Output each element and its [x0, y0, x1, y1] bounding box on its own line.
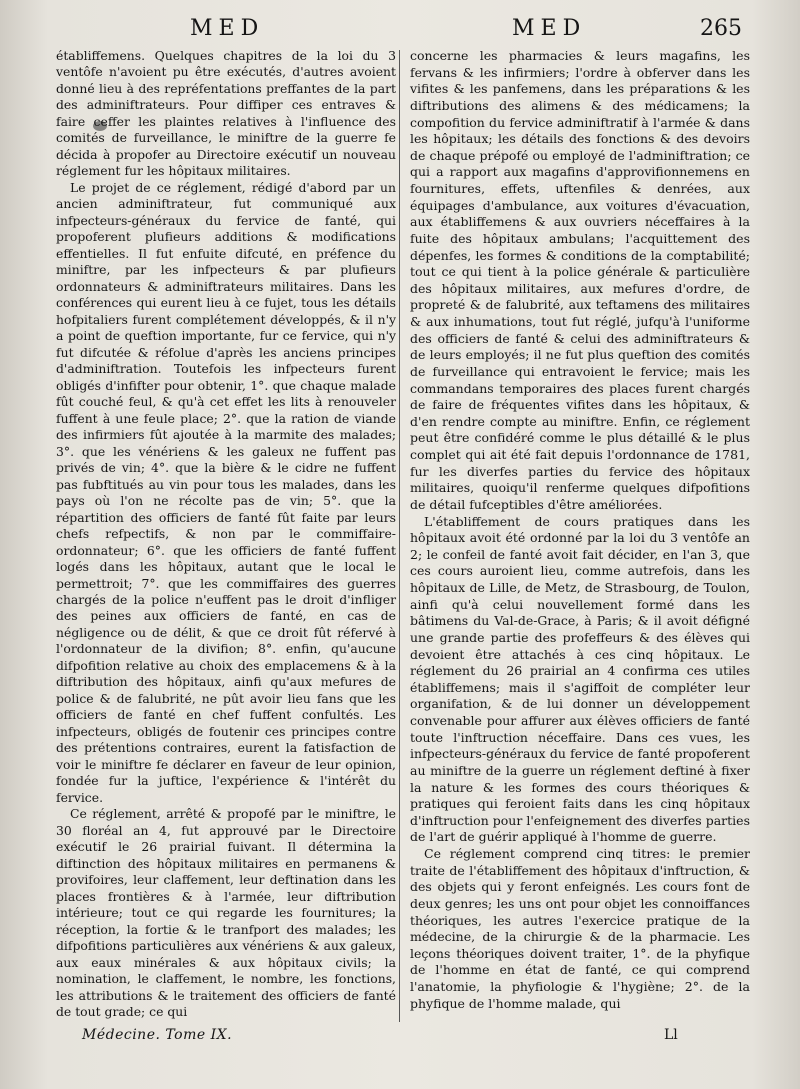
page-footer [0, 1027, 800, 1051]
paragraph: Ce réglement comprend cinq titres: le premier traite de l'établiffement des hôpitaux d'inftruction, & des objets qui y feront enfeignés. Les cours font de deux genres; les uns ont pour objet les connoiffances théoriques, les autres l'exercice pratique de la médecine, de la chirurgie & de la pharmacie. Les leçons théoriques doivent traiter, 1°. de la phyfique de l'homme en état de fanté, ce qui comprend l'anatomie, la phyfiologie & l'hygiène; 2°. de la phyfique de l'homme malade, qui [410, 846, 750, 1011]
header-left-title: MED [190, 16, 265, 41]
paragraph: Ce réglement, arrêté & propofé par le miniftre, le 30 floréal an 4, fut approuvé par le Directoire exécutif le 26 prairial fuivant. Il détermina la diftinction des hôpitaux militaires en permanens & provifoires, leur claffement, leur deftination dans les places frontières & à l'armée, leur diftribution intérieure; tout ce qui regarde les fournitures; la réception, la fortie & le tranfport des malades; les difpofitions particulières aux vénériens & aux galeux, aux eaux minérales & aux hôpitaux civils; la nomination, le claffement, le nombre, les fonctions, les attributions & le traitement des officiers de fanté de tout grade; ce qui [56, 806, 396, 1020]
paragraph: concerne les pharmacies & leurs magafins, les fervans & les infirmiers; l'ordre à obferver dans les vifites & les panfemens, dans les préparations & les diftributions des alimens & des médicamens; la compofition du fervice adminiftratif à l'armée & dans les hôpitaux; les détails des fonctions & des devoirs de chaque prépofé ou employé de l'adminiftration; ce qui a rapport aux magafins d'approvifionnemens en fournitures, effets, uftenfiles & denrées, aux équipages d'ambulance, aux voitures d'évacuation, aux établiffemens & aux ouvriers néceffaires à la fuite des hôpitaux ambulans; l'acquittement des dépenfes, les formes & conditions de la comptabilité; tout ce qui tient à la police générale & particulière des hôpitaux militaires, aux mefures d'ordre, de propreté & de falubrité, aux teftamens des militaires & aux inhumations, tout fut réglé, jufqu'à l'uniforme des officiers de fanté & celui des adminiftrateurs & de leurs employés; il ne fut plus queftion des comités de furveillance qui entravoient le fervice; mais les commandans temporaires des places furent chargés de faire de fréquentes vifites dans les hôpitaux, & d'en rendre compte au miniftre. Enfin, ce réglement peut être confidéré comme le plus détaillé & le plus complet qui ait été fait depuis l'ordonnance de 1781, fur les diverfes parties du fervice des hôpitaux militaires, quoiqu'il renferme quelques difpofitions de détail fufceptibles d'être améliorées. [410, 48, 750, 512]
paragraph: Le projet de ce réglement, rédigé d'abord par un ancien adminiftrateur, fut communiqué aux infpecteurs-généraux du fervice de fanté, qui propoferent plufieurs additions & modifications effentielles. Il fut enfuite difcuté, en préfence du miniftre, par les infpecteurs & par plufieurs ordonnateurs & adminiftrateurs militaires. Dans les conférences qui eurent lieu à ce fujet, tous les détails hofpitaliers furent complétement développés, & il n'y a point de queftion importante, fur ce fervice, qui n'y fut difcutée & réfolue d'après les anciens principes d'adminiftration. Toutefois les infpecteurs furent obligés d'infifter pour obtenir, 1°. que chaque malade fût couché feul, & qu'à cet effet les lits à renouveler fuffent à une feule place; 2°. que la ration de viande des infirmiers fût ajoutée à la marmite des malades; 3°. que les vénériens & les galeux ne fuffent pas privés de vin; 4°. que la bière & le cidre ne fuffent pas fubftitués au vin pour tous les malades, dans les pays où l'on ne récolte pas de vin; 5°. que la répartition des officiers de fanté fût faite par leurs chefs refpectifs, & non par le commiffaire-ordonnateur; 6°. que les officiers de fanté fuffent logés dans les hôpitaux, autant que le local le permettroit; 7°. que les commiffaires des guerres chargés de la police n'euffent pas le droit d'infliger des peines aux officiers de fanté, en cas de négligence ou de délit, & que ce droit fût réfervé à l'ordonnateur de la divifion; 8°. enfin, qu'aucune difpofition relative au choix des emplacemens & à la diftribution des hôpitaux, ainfi qu'aux mefures de police & de falubrité, ne pût avoir lieu fans que les officiers de fanté en chef fuffent confultés. Les infpecteurs, obligés de foutenir ces principes contre des prétentions contraires, eurent la fatisfaction de voir le miniftre fe déclarer en faveur de leur opinion, fondée fur la juftice, l'expérience & l'intérêt du fervice. [56, 179, 396, 805]
page-number: 265 [700, 16, 742, 41]
running-header [0, 16, 800, 46]
paragraph: établiffemens. Quelques chapitres de la loi du 3 ventôfe n'avoient pu être exécutés, d'autres avoient donné lieu à des repréfentations preffantes de la part des adminiftrateurs. Pour diffiper ces entraves & faire ceffer les plaintes relatives à l'influence des comités de furveillance, le miniftre de la guerre fe décida à propofer au Directoire exécutif un nouveau réglement fur les hôpitaux militaires. [56, 48, 396, 179]
left-column [56, 48, 396, 1021]
gathering-mark: Ll [664, 1027, 678, 1043]
header-right-title: MED [512, 16, 587, 41]
paragraph: L'établiffement de cours pratiques dans les hôpitaux avoit été ordonné par la loi du 3 ventôfe an 2; le confeil de fanté avoit fait décider, en l'an 3, que ces cours auroient lieu, comme autrefois, dans les hôpitaux de Lille, de Metz, de Strasbourg, de Toulon, ainfi qu'à celui nouvellement formé dans les bâtimens du Val-de-Grace, à Paris; & il avoit défigné une grande partie des profeffeurs & des élèves qui devoient être attachés à ces cinq hôpitaux. Le réglement du 26 prairial an 4 confirma ces utiles établiffemens; mais il s'agiffoit de compléter leur organifation, & de lui donner un développement convenable pour affurer aux élèves officiers de fanté toute l'inftruction néceffaire. Dans ces vues, les infpecteurs-généraux du fervice de fanté propoferent au miniftre de la guerre un réglement deftiné à fixer la nature & les formes des cours théoriques & pratiques qui feroient faits dans les cinq hôpitaux d'inftruction pour l'enfeignement des diverfes parties de l'art de guérir appliqué à l'homme de guerre. [410, 513, 750, 845]
right-column [410, 48, 750, 1012]
column-divider [399, 50, 400, 1022]
signature-mark: Médecine. Tome IX. [82, 1027, 233, 1043]
